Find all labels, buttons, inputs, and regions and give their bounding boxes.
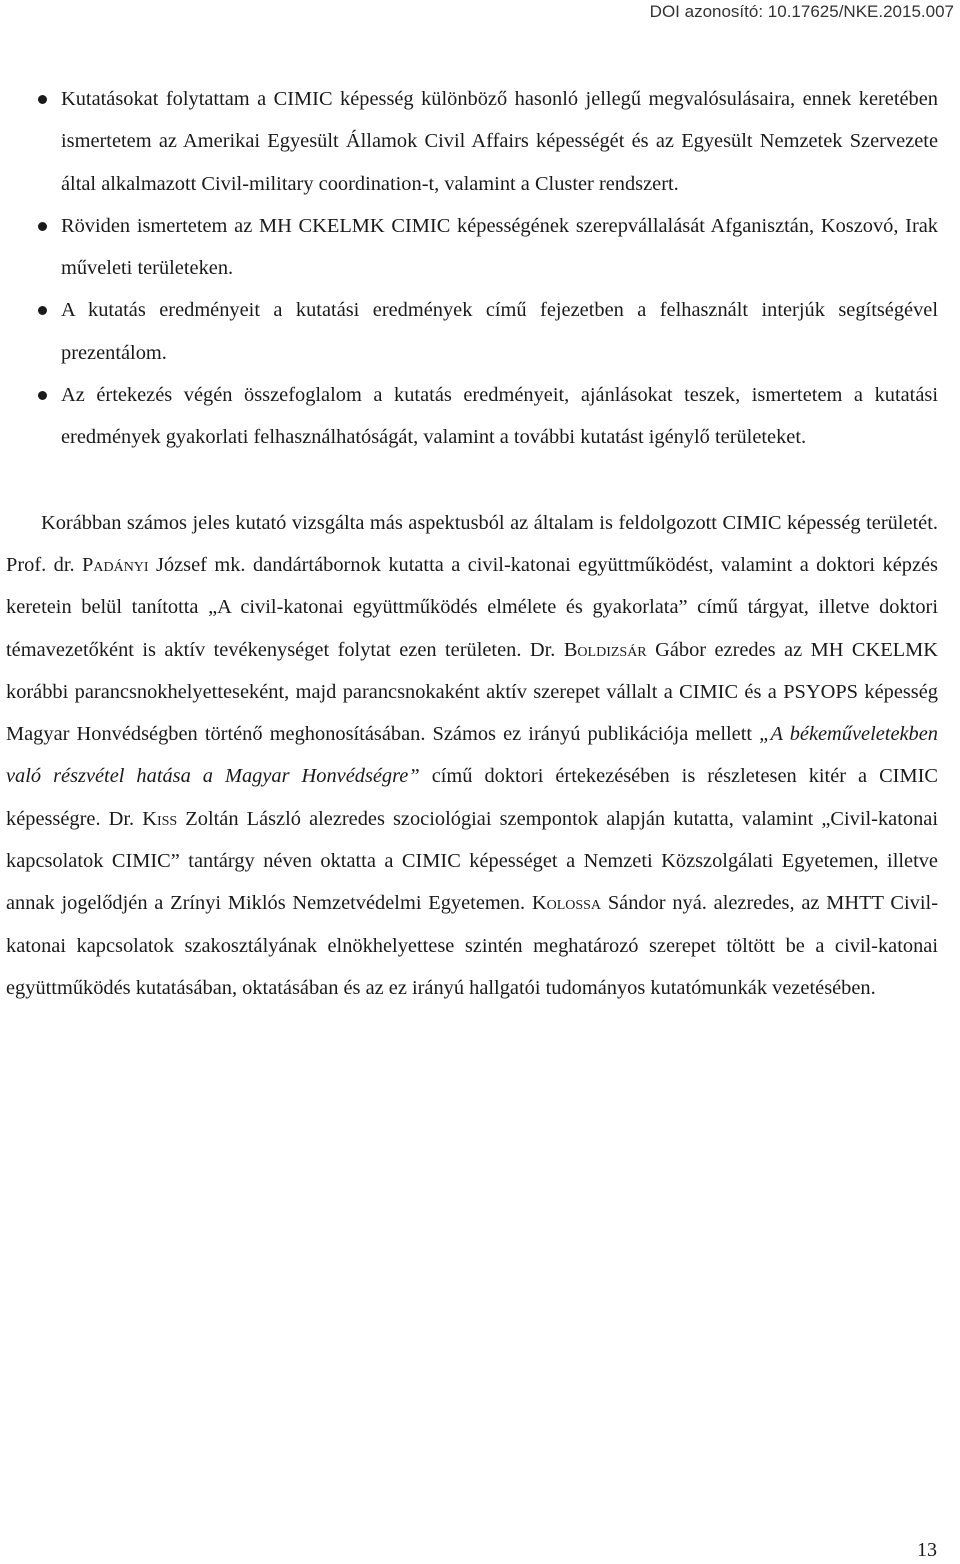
page-number: 13 [917, 1539, 937, 1561]
name-smallcaps: iss [156, 807, 178, 830]
bullet-icon [38, 222, 47, 231]
author-name-kolossa [532, 892, 601, 914]
list-item-text: Az értekezés végén összefoglalom a kutatás eredményeit, ajánlásokat teszek, ismertetem a kutatási eredmények gyakorlati felhasználhatóságát, valamint a további kutatást igénylő területeket. [61, 384, 938, 449]
list-item-text: Röviden ismertetem az MH CKELMK CIMIC képességének szerepvállalását Afganisztán, Koszovó, Irak műveleti területeken. [61, 214, 938, 280]
bullet-list [6, 78, 938, 459]
bullet-icon [38, 306, 47, 315]
name-initial: K [142, 807, 157, 830]
name-smallcaps: adányi [93, 553, 149, 576]
paragraph-text: Sándor nyá. alezredes, az MHTT Civil-katonai kapcsolatok szakosztályának elnökhelyettese szintén meghatározó szerepet töltött be a civil-katonai együttműködés kutatásában, oktatásában és az ez irányú hallgatói tudományos kutatómunkák vezetésében. [6, 892, 938, 999]
author-name-boldizsar [564, 639, 647, 661]
document-body [6, 78, 938, 1009]
body-paragraph [6, 502, 938, 1010]
list-item [6, 289, 938, 374]
name-initial: B [563, 638, 578, 661]
name-smallcaps: olossa [546, 892, 602, 915]
name-smallcaps: oldizsár [577, 638, 647, 661]
list-item [6, 374, 938, 459]
list-item-text: Kutatásokat folytattam a CIMIC képesség különböző hasonló jellegű megvalósulásaira, ennek keretében ismertetem az Amerikai Egyesült Államok Civil Affairs képességét és az Egyesült Nemzetek Szervezete által alkalmazott Civil-military coordination-t, valamint a Cluster rendszert. [61, 88, 938, 195]
dissertation-title: „A békeműveletekben való részvétel hatása a Magyar Honvédségre” [6, 723, 938, 788]
paragraph-text: Zoltán László alezredes szociológiai szempontok alapján kutatta, valamint „Civil-katonai kapcsolatok CIMIC” tantárgy néven oktatta a CIMIC képességet a Nemzeti Közszolgálati Egyetemen, illetve annak jogelődjén a Zrínyi Miklós Nemzetvédelmi Egyetemen. [6, 807, 938, 915]
bullet-icon [38, 95, 47, 104]
author-name-padanyi [82, 554, 149, 576]
name-initial: P [82, 553, 94, 576]
name-initial: K [531, 892, 547, 915]
list-item-text: A kutatás eredményeit a kutatási eredmények című fejezetben a felhasznált interjúk segítségével prezentálom. [61, 299, 938, 364]
paragraph-text: József mk. dandártábornok kutatta a civil-katonai együttműködést, valamint a doktori képzés keretein belül tanította „A civil-katonai együttműködés elmélete és gyakorlata” című tárgyat, illetve doktori témavezetőként is aktív tevékenységet folytat ezen területen. Dr. [6, 553, 938, 661]
bullet-icon [38, 391, 47, 400]
list-item [6, 205, 938, 290]
author-name-kiss [142, 808, 177, 830]
paragraph-text: című doktori értekezésében is részletesen kitér a CIMIC képességre. Dr. [6, 765, 938, 830]
paragraph-text: Gábor ezredes az MH CKELMK korábbi parancsnokhelyetteseként, majd parancsnokaként aktív szerepet vállalt a CIMIC és a PSYOPS képesség Magyar Honvédségben történő meghonosításában. Számos ez irányú publikációja mellett [6, 638, 938, 746]
paragraph-text: Korábban számos jeles kutató vizsgálta más aspektusból az általam is feldolgozott CIMIC képesség területét. Prof. dr. [6, 511, 938, 576]
doi-header: DOI azonosító: 10.17625/NKE.2015.007 [649, 2, 954, 21]
list-item [6, 78, 938, 205]
